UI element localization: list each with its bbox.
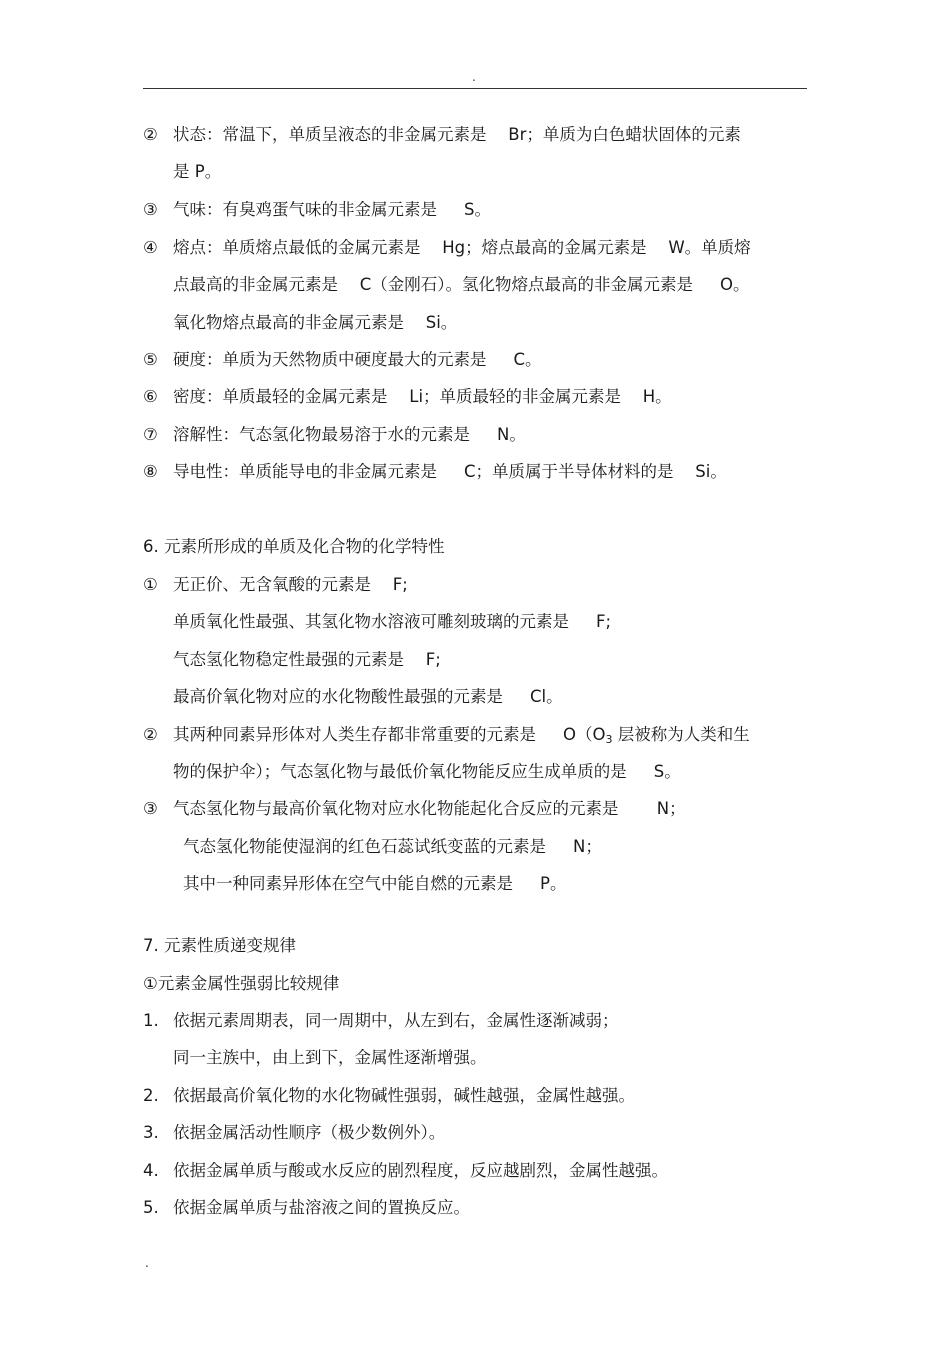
text-line: 气味：有臭鸡蛋气味的非金属元素是 S。 xyxy=(173,200,491,219)
header-rule xyxy=(143,88,807,89)
text-line: 氧化物熔点最高的非金属元素是 Si。 xyxy=(173,313,458,332)
text-line: 气态氢化物能使湿润的红色石蕊试纸变蓝的元素是 N； xyxy=(183,837,602,856)
item-marker: 4. xyxy=(143,1161,159,1180)
text-line: 无正价、无含氧酸的元素是 F; xyxy=(173,575,408,594)
text-line: 状态：常温下，单质呈液态的非金属元素是 Br；单质为白色蜡状固体的元素 xyxy=(173,125,741,144)
item-marker: ③ xyxy=(143,200,158,219)
text-line: 溶解性：气态氢化物最易溶于水的元素是 N。 xyxy=(173,425,526,444)
item-marker: 5. xyxy=(143,1198,159,1217)
text-line: 密度：单质最轻的金属元素是 Li；单质最轻的非金属元素是 H。 xyxy=(173,387,672,406)
subscript: 3 xyxy=(605,733,613,746)
item-marker: ⑧ xyxy=(143,462,158,481)
text-line: 导电性：单质能导电的非金属元素是 C；单质属于半导体材料的是 Si。 xyxy=(173,462,727,481)
text-line: 同一主族中，由上到下，金属性逐渐增强。 xyxy=(173,1048,487,1067)
item-marker: ② xyxy=(143,725,158,744)
item-marker: 1. xyxy=(143,1011,159,1030)
footer-dot: . xyxy=(145,1256,149,1270)
text-line: 是 P。 xyxy=(173,162,222,181)
text-line: 依据金属活动性顺序（极少数例外）。 xyxy=(173,1123,446,1142)
item-marker: ④ xyxy=(143,238,158,257)
item-marker: ① xyxy=(143,575,158,594)
text-line: 硬度：单质为天然物质中硬度最大的元素是 C。 xyxy=(173,350,542,369)
text-line: 依据金属单质与盐溶液之间的置换反应。 xyxy=(173,1198,470,1217)
item-marker: 2. xyxy=(143,1086,159,1105)
item-marker: ② xyxy=(143,125,158,144)
text-line: 单质氧化性最强、其氢化物水溶液可雕刻玻璃的元素是 F; xyxy=(173,612,612,631)
text-line: 点最高的非金属元素是 C（金刚石）。氢化物熔点最高的非金属元素是 O。 xyxy=(173,275,750,294)
text-line: 依据最高价氧化物的水化物碱性强弱，碱性越强，金属性越强。 xyxy=(173,1086,635,1105)
text-line: 物的保护伞）；气态氢化物与最低价氧化物能反应生成单质的是 S。 xyxy=(173,762,681,781)
text-line: 依据金属单质与酸或水反应的剧烈程度，反应越剧烈，金属性越强。 xyxy=(173,1161,668,1180)
item-marker: ⑤ xyxy=(143,350,158,369)
section-heading: 6. 元素所形成的单质及化合物的化学特性 xyxy=(143,537,445,556)
text-segment: 其两种同素异形体对人类生存都非常重要的元素是 O（O xyxy=(173,725,606,744)
text-line: 依据元素周期表，同一周期中，从左到右，金属性逐渐减弱； xyxy=(173,1011,619,1030)
section-heading: 7. 元素性质递变规律 xyxy=(143,936,296,955)
header-dot: . xyxy=(472,70,476,84)
text-line xyxy=(173,724,750,746)
subsection-heading: ①元素金属性强弱比较规律 xyxy=(143,974,340,993)
text-line: 其中一种同素异形体在空气中能自燃的元素是 P。 xyxy=(183,874,567,893)
item-marker: ⑥ xyxy=(143,387,158,406)
text-line: 气态氢化物与最高价氧化物对应水化物能起化合反应的元素是 N； xyxy=(173,799,686,818)
item-marker: ⑦ xyxy=(143,425,158,444)
item-marker: 3. xyxy=(143,1123,159,1142)
text-line: 熔点：单质熔点最低的金属元素是 Hg；熔点最高的金属元素是 W。单质熔 xyxy=(173,238,751,257)
text-segment: 层被称为人类和生 xyxy=(612,725,750,744)
item-marker: ③ xyxy=(143,799,158,818)
text-line: 最高价氧化物对应的水化物酸性最强的元素是 Cl。 xyxy=(173,687,563,706)
text-line: 气态氢化物稳定性最强的元素是 F; xyxy=(173,650,441,669)
